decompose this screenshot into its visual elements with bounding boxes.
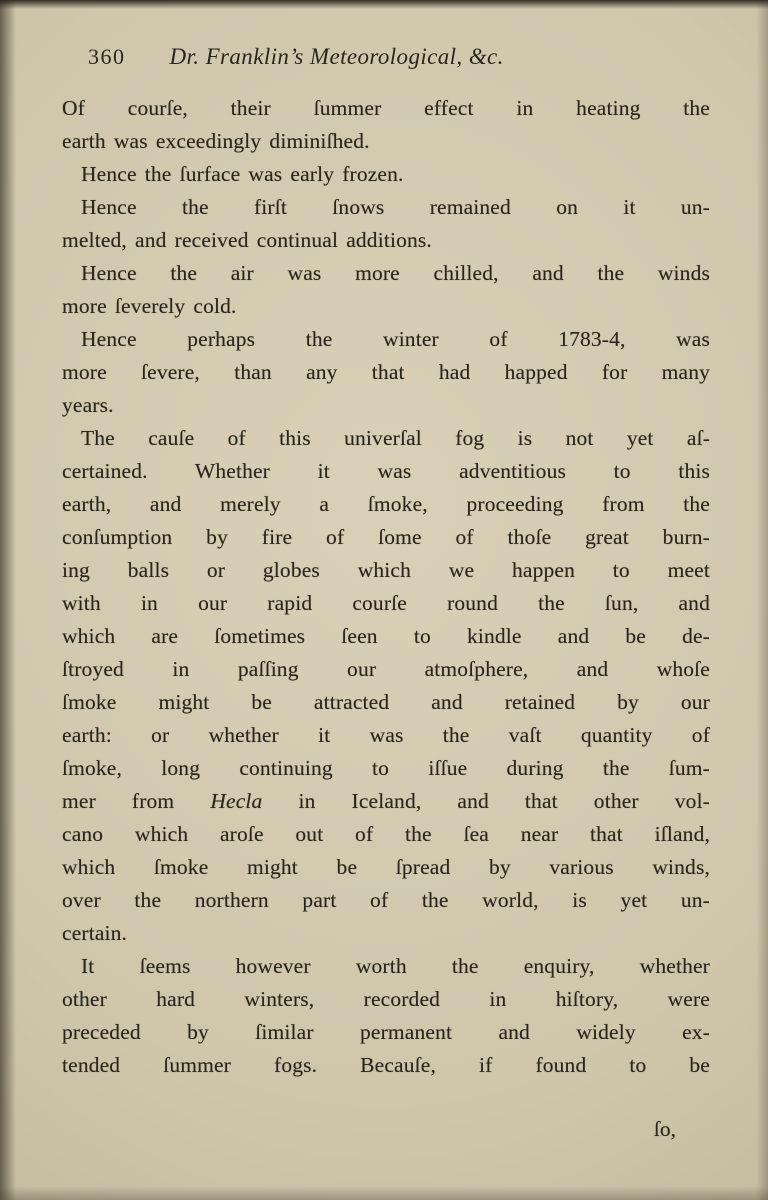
text-line: [62, 158, 710, 191]
text-segment: cano which aroſe out of the ſea near that iſland,: [62, 822, 710, 846]
text-line: [62, 587, 710, 620]
paragraph: [62, 191, 710, 257]
text-line: [62, 488, 710, 521]
text-line: [62, 422, 710, 455]
text-segment: more ſeverely cold.: [62, 294, 237, 318]
text-segment: over the northern part of the world, is yet un-: [62, 888, 710, 912]
text-segment: Hence the firſt ſnows remained on it un-: [81, 195, 710, 219]
text-segment: The cauſe of this univerſal fog is not yet aſ-: [81, 426, 710, 450]
text-line: [62, 884, 710, 917]
text-segment: melted, and received continual additions.: [62, 228, 432, 252]
text-segment: mer from: [62, 789, 211, 813]
text-line: [62, 356, 710, 389]
text-segment: earth: or whether it was the vaſt quantity of: [62, 723, 710, 747]
paragraph: [62, 257, 710, 323]
text-line: [62, 818, 710, 851]
text-line: [62, 521, 710, 554]
text-line: [62, 1016, 710, 1049]
text-line: [62, 389, 710, 422]
page-header: [0, 0, 768, 72]
text-segment: which are ſometimes ſeen to kindle and be de-: [62, 624, 710, 648]
text-line: [62, 686, 710, 719]
text-segment: preceded by ſimilar permanent and widely ex-: [62, 1020, 710, 1044]
text-segment: earth was exceedingly diminiſhed.: [62, 129, 370, 153]
paragraph: [62, 950, 710, 1082]
text-segment: Hence the ſurface was early frozen.: [81, 162, 404, 186]
paragraph: [62, 422, 710, 950]
text-line: [62, 752, 710, 785]
text-line: [62, 950, 710, 983]
text-segment: earth, and merely a ſmoke, proceeding from the: [62, 492, 710, 516]
text-segment: in Iceland, and that other vol-: [262, 789, 710, 813]
text-segment: Hence the air was more chilled, and the winds: [81, 261, 710, 285]
text-line: [62, 92, 710, 125]
text-segment: certain.: [62, 921, 128, 945]
text-line: [62, 983, 710, 1016]
text-segment: Of courſe, their ſummer effect in heating the: [62, 96, 710, 120]
text-line: [62, 851, 710, 884]
page-body: [62, 92, 710, 1082]
text-line: [62, 554, 710, 587]
text-line: [62, 917, 710, 950]
text-line: [62, 191, 710, 224]
paragraph: [62, 158, 710, 191]
text-line: [62, 224, 710, 257]
text-segment: ſtroyed in paſſing our atmoſphere, and whoſe: [62, 657, 710, 681]
text-segment: with in our rapid courſe round the ſun, and: [62, 591, 710, 615]
text-segment: more ſevere, than any that had happed for many: [62, 360, 710, 384]
text-segment: ſmoke might be attracted and retained by our: [62, 690, 710, 714]
text-segment: other hard winters, recorded in hiſtory, were: [62, 987, 710, 1011]
text-segment: years.: [62, 393, 114, 417]
text-segment: conſumption by fire of ſome of thoſe great burn-: [62, 525, 710, 549]
text-line: [62, 653, 710, 686]
text-segment: Hence perhaps the winter of 1783-4, was: [81, 327, 710, 351]
text-segment: tended ſummer fogs. Becauſe, if found to be: [62, 1053, 710, 1077]
text-line: [62, 620, 710, 653]
catchword: ſo,: [653, 1117, 676, 1141]
text-line: [62, 125, 710, 158]
text-segment: certained. Whether it was adventitious to this: [62, 459, 710, 483]
text-line: [62, 785, 710, 818]
italic-word: Hecla: [210, 789, 263, 813]
page-number: 360: [88, 44, 126, 69]
text-line: [62, 455, 710, 488]
text-line: [62, 719, 710, 752]
text-line: [62, 290, 710, 323]
text-segment: ing balls or globes which we happen to meet: [62, 558, 710, 582]
text-segment: which ſmoke might be ſpread by various winds,: [62, 855, 710, 879]
text-line: [62, 323, 710, 356]
text-line: [62, 1049, 710, 1082]
paragraph: [62, 323, 710, 422]
running-title: Dr. Franklin’s Meteorological, &c.: [169, 44, 504, 69]
paragraph: [62, 92, 710, 158]
text-segment: ſmoke, long continuing to iſſue during the ſum-: [62, 756, 710, 780]
text-segment: It ſeems however worth the enquiry, whether: [81, 954, 710, 978]
text-line: [62, 257, 710, 290]
